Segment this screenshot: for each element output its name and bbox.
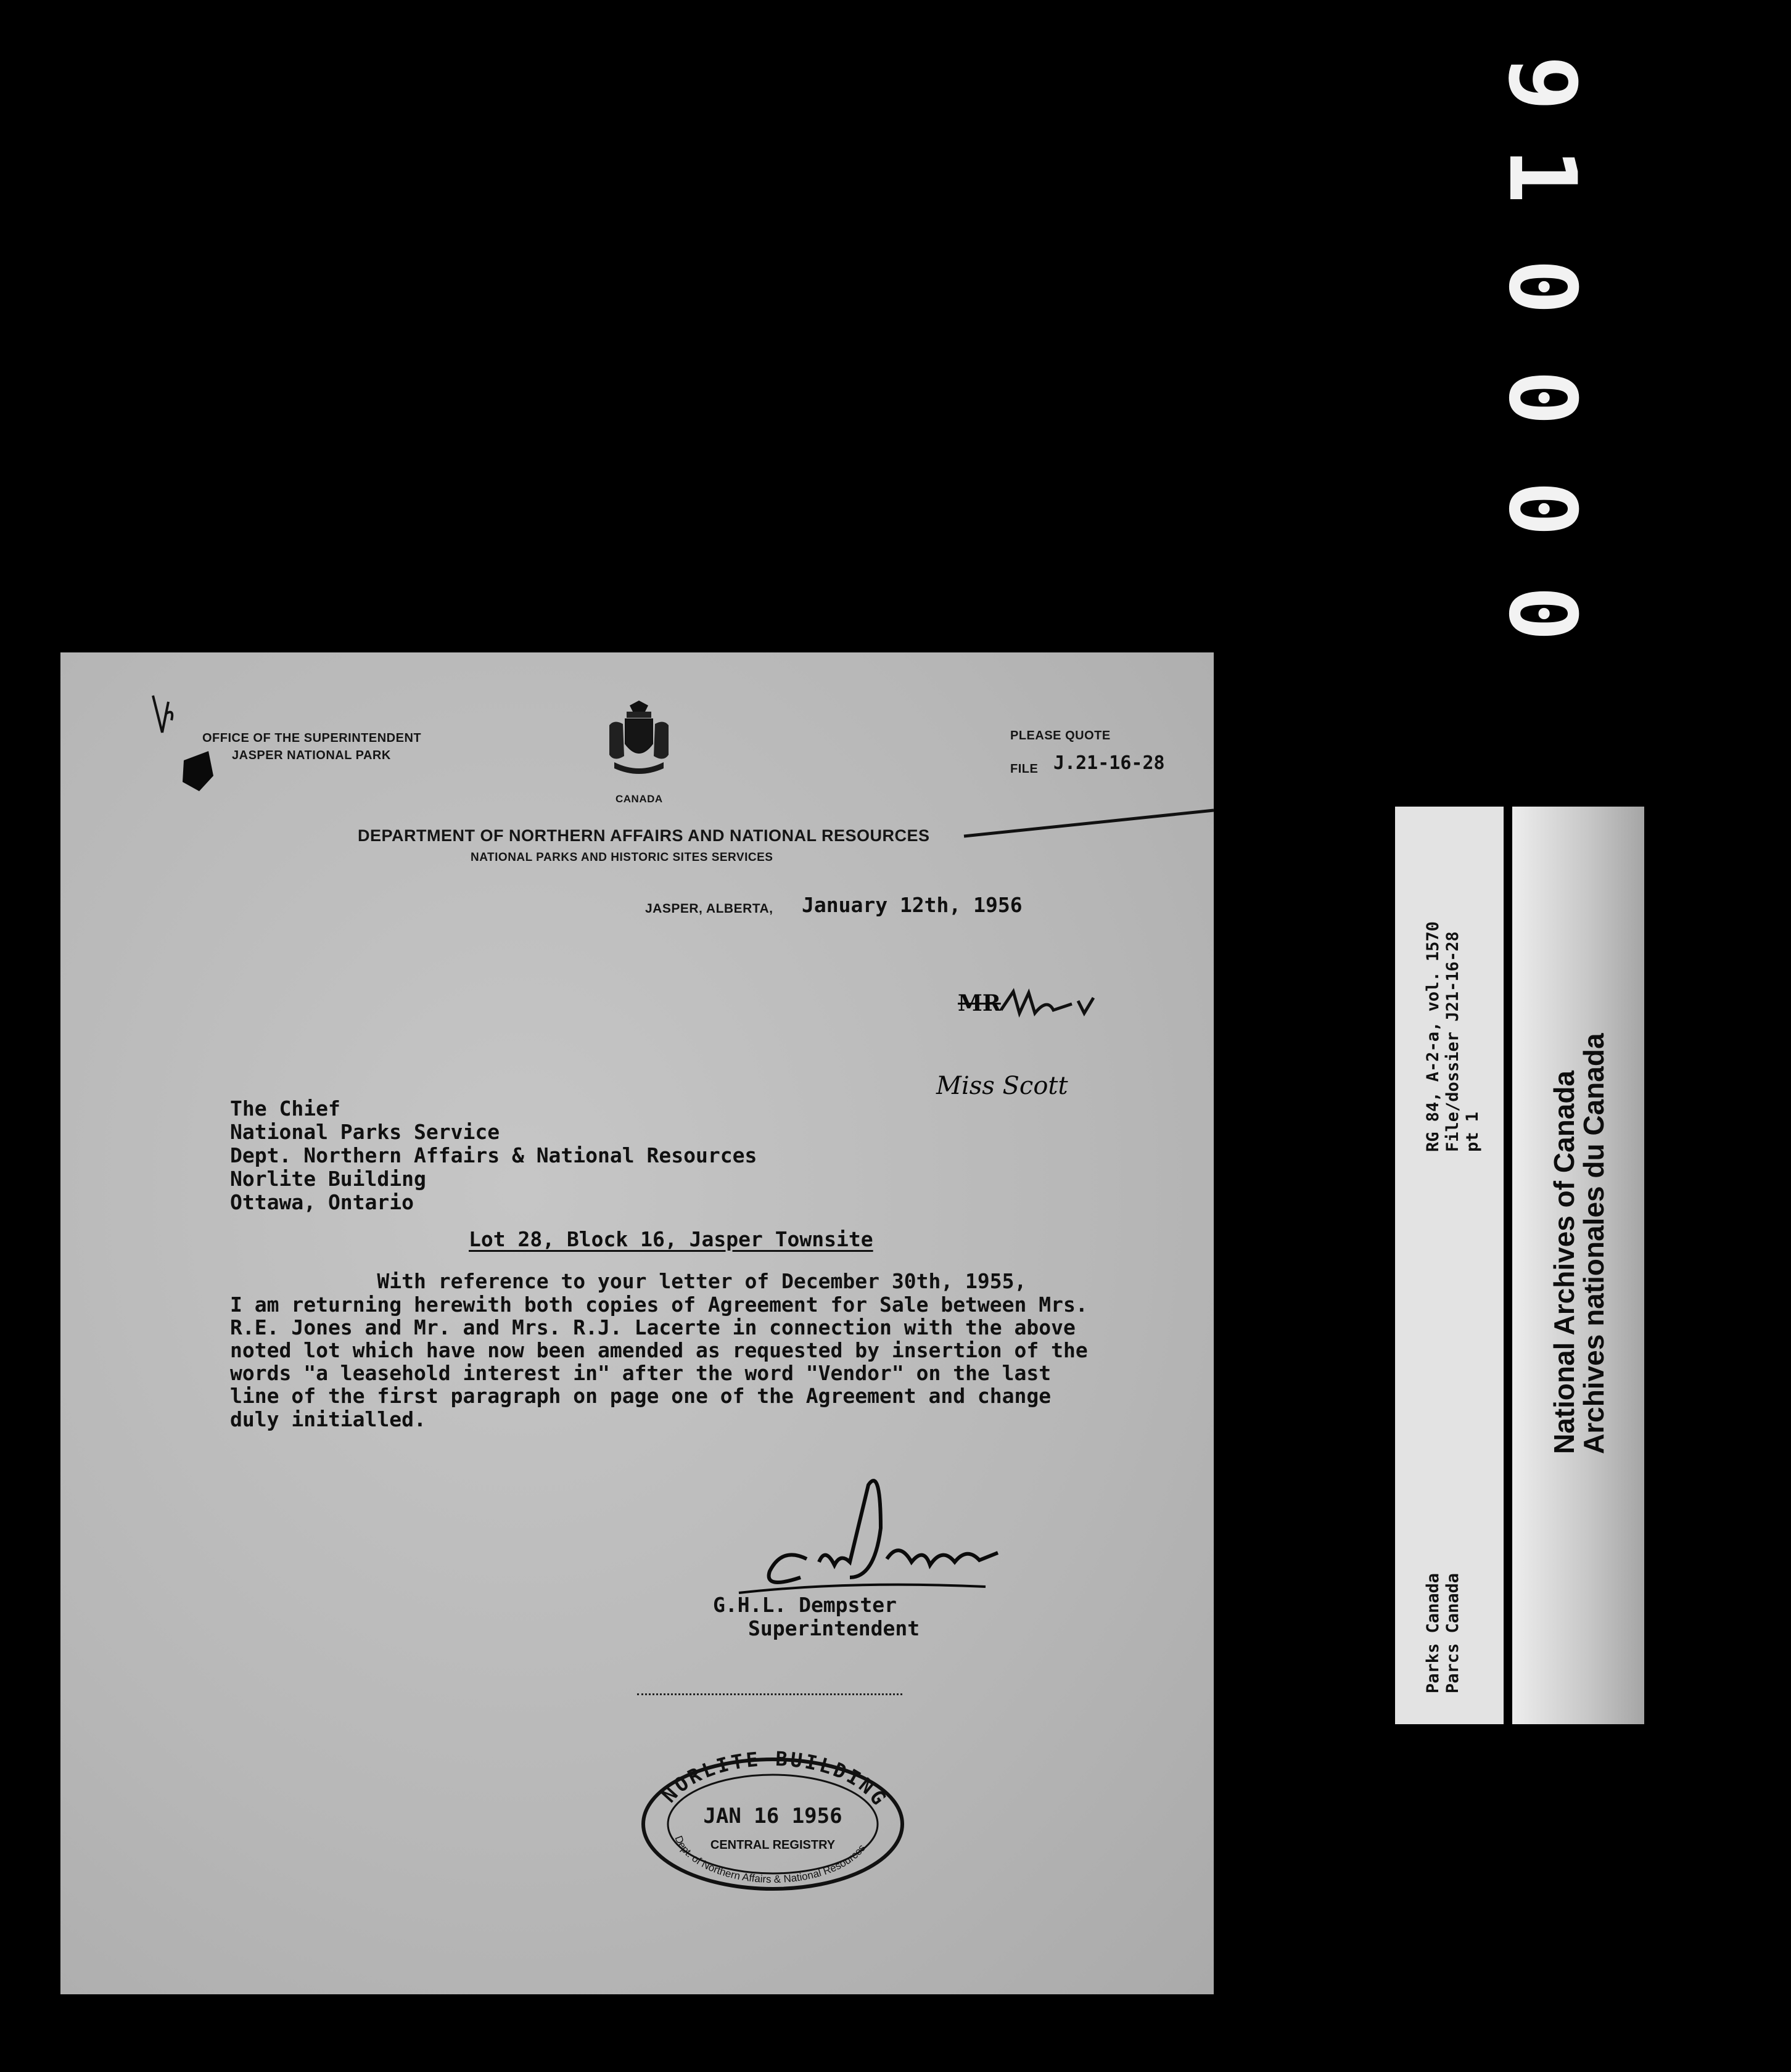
department-name: DEPARTMENT OF NORTHERN AFFAIRS AND NATIONAL RESOURCES bbox=[358, 826, 930, 845]
stamp-middle-text: CENTRAL REGISTRY bbox=[710, 1838, 836, 1852]
please-quote-label: PLEASE QUOTE bbox=[1010, 729, 1111, 742]
signatory-name: G.H.L. Dempster bbox=[713, 1593, 897, 1617]
body-line: noted lot which have now been amended as requested by insertion of the bbox=[230, 1338, 1088, 1362]
office-line-1: OFFICE OF THE SUPERINTENDENT bbox=[202, 731, 422, 745]
divider bbox=[637, 1693, 902, 1695]
routing-scribble-icon bbox=[998, 985, 1109, 1029]
frame-digit: 1 bbox=[1488, 147, 1595, 204]
coat-of-arms-icon bbox=[602, 701, 676, 781]
letter-page bbox=[60, 652, 1214, 1994]
recipient-line: Dept. Northern Affairs & National Resources bbox=[230, 1143, 757, 1167]
subject-line: Lot 28, Block 16, Jasper Townsite bbox=[469, 1227, 873, 1251]
body-line: words "a leasehold interest in" after the word "Vendor" on the last bbox=[230, 1361, 1052, 1385]
archives-label bbox=[1512, 807, 1644, 1724]
signatory-title: Superintendent bbox=[748, 1616, 920, 1640]
routing-note-2: Miss Scott bbox=[936, 1072, 1068, 1100]
archive-reference-label bbox=[1395, 807, 1504, 1724]
archive-reference-line: pt 1 bbox=[1463, 1111, 1482, 1152]
routing-note-1: MR bbox=[958, 990, 1001, 1016]
handwritten-signature-icon bbox=[727, 1454, 1072, 1614]
recipient-line: Norlite Building bbox=[230, 1167, 426, 1191]
archive-reference-line: RG 84, A-2-a, vol. 1570 bbox=[1423, 921, 1443, 1152]
body-line: I am returning herewith both copies of Agreement for Sale between Mrs. bbox=[230, 1293, 1088, 1317]
archives-name-fr: Archives nationales du Canada bbox=[1578, 1033, 1610, 1454]
recipient-line: The Chief bbox=[230, 1096, 340, 1120]
frame-digit: 0 bbox=[1488, 258, 1595, 315]
institution-en: Parks Canada bbox=[1423, 1572, 1443, 1693]
body-line: line of the first paragraph on page one of the Agreement and change bbox=[230, 1384, 1052, 1408]
stamp-top-text: NORLITE BUILDING bbox=[657, 1750, 892, 1811]
file-label: FILE bbox=[1010, 762, 1039, 776]
frame-digit: 0 bbox=[1488, 480, 1595, 537]
frame-digit: 9 bbox=[1488, 55, 1595, 112]
archives-name-en: National Archives of Canada bbox=[1548, 1070, 1580, 1454]
pen-stroke-icon bbox=[961, 799, 1220, 842]
place-line: JASPER, ALBERTA, bbox=[645, 902, 773, 916]
crest-caption: CANADA bbox=[616, 793, 663, 805]
stamp-date: JAN 16 1956 bbox=[703, 1804, 842, 1828]
body-line: With reference to your letter of December 30th, 1955, bbox=[230, 1269, 1027, 1293]
frame-number bbox=[1486, 37, 1597, 642]
frame-digit: 0 bbox=[1488, 369, 1595, 426]
office-line-2: JASPER NATIONAL PARK bbox=[232, 749, 391, 762]
recipient-line: Ottawa, Ontario bbox=[230, 1190, 414, 1214]
archive-reference-line: File/dossier J21-16-28 bbox=[1443, 931, 1462, 1152]
stamp-bottom-text: Dept. of Northern Affairs & National Resources bbox=[672, 1834, 868, 1886]
service-name: NATIONAL PARKS AND HISTORIC SITES SERVICES bbox=[471, 851, 773, 864]
body-line: duly initialled. bbox=[230, 1407, 426, 1431]
institution-fr: Parcs Canada bbox=[1443, 1572, 1462, 1693]
letter-date: January 12th, 1956 bbox=[802, 893, 1023, 917]
registry-stamp-icon bbox=[631, 1750, 915, 1892]
frame-digit: 0 bbox=[1488, 585, 1595, 642]
file-number: J.21-16-28 bbox=[1053, 752, 1165, 774]
svg-text:NORLITE BUILDING bbox=[657, 1750, 892, 1811]
body-line: R.E. Jones and Mr. and Mrs. R.J. Lacerte in connection with the above bbox=[230, 1315, 1076, 1339]
recipient-line: National Parks Service bbox=[230, 1120, 500, 1144]
